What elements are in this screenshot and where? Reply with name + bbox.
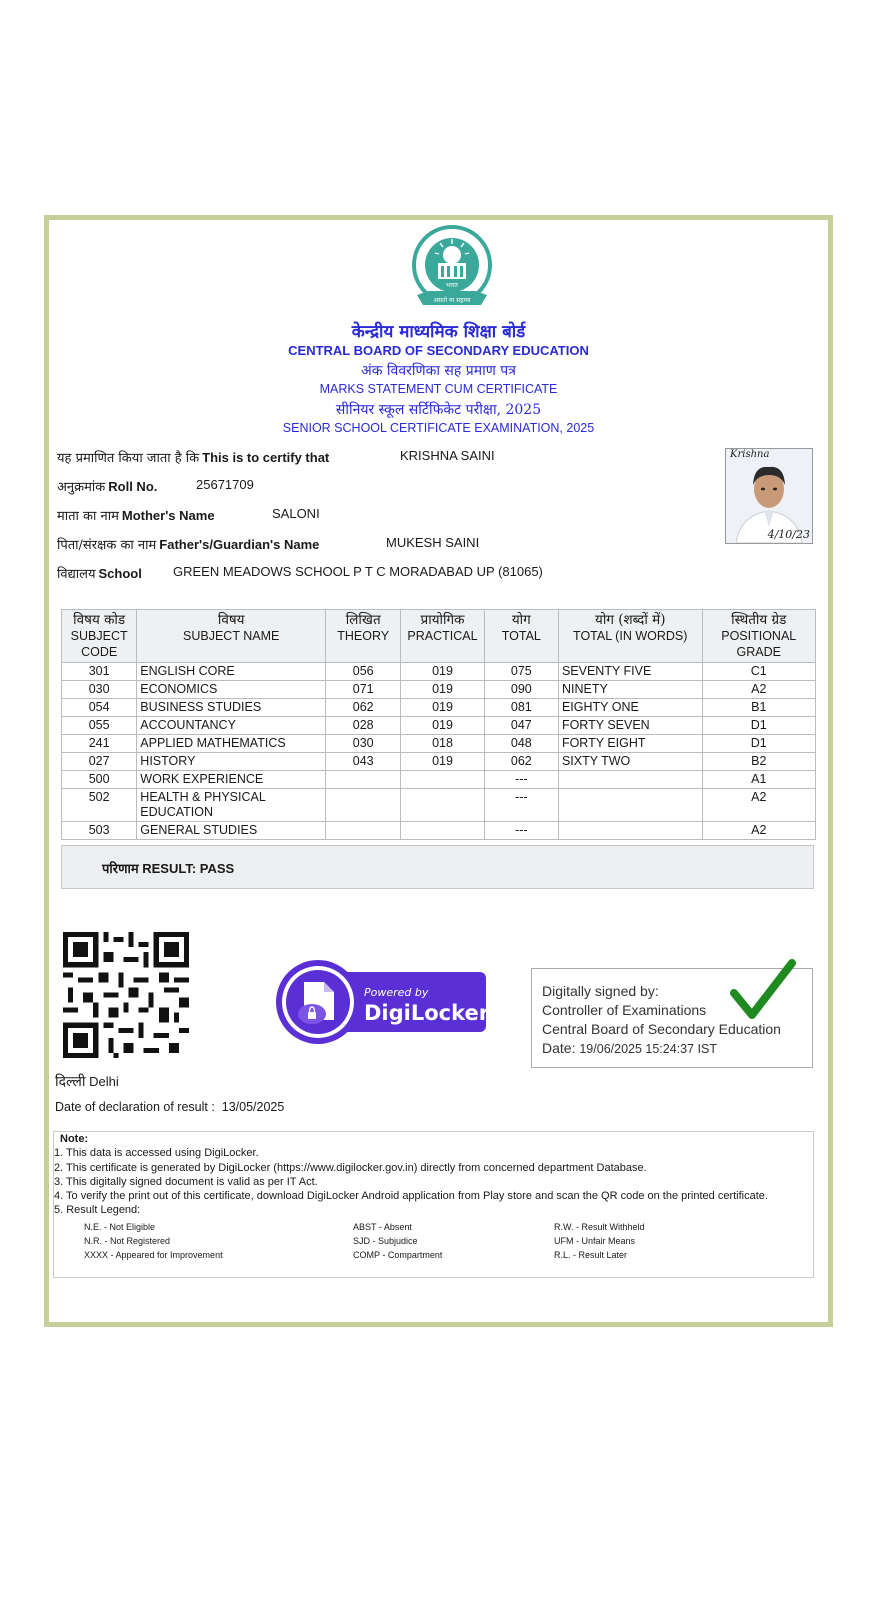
qr-code-icon: [63, 932, 189, 1058]
certify-row: यह प्रमाणित किया जाता है कि This is to certify that KRISHNA SAINI: [57, 448, 495, 466]
result-value: PASS: [199, 861, 235, 876]
doc-title-english: MARKS STATEMENT CUM CERTIFICATE: [319, 382, 558, 396]
declaration-date: Date of declaration of result : 13/05/2025: [55, 1100, 285, 1114]
father-name: MUKESH SAINI: [386, 535, 480, 550]
roll-row: अनुक्रमांक Roll No. 25671709: [57, 477, 254, 495]
table-row: 502 HEALTH & PHYSICAL EDUCATION --- A2: [62, 789, 816, 822]
result-box: [61, 845, 814, 889]
note-item: 1. This data is accessed using DigiLocker.: [54, 1147, 259, 1160]
marks-table: [61, 609, 816, 840]
cbse-logo: [409, 225, 495, 319]
digilocker-badge: [276, 958, 490, 1046]
header-theory: लिखित THEORY: [326, 610, 401, 663]
table-row: 055 ACCOUNTANCY 028 019 047 FORTY SEVEN D1: [62, 717, 816, 735]
svg-text:भारत: भारत: [446, 282, 458, 289]
board-name-english: CENTRAL BOARD OF SECONDARY EDUCATION: [288, 343, 589, 358]
note-title: Note:: [60, 1133, 89, 1145]
table-row: 503 GENERAL STUDIES --- A2: [62, 822, 816, 840]
photo-signature-date: 4/10/23: [767, 528, 810, 541]
header-practical: प्रायोगिक PRACTICAL: [401, 610, 484, 663]
header-subject-code: विषय कोड SUBJECT CODE: [62, 610, 137, 663]
header-grade: स्थितीय ग्रेड POSITIONAL GRADE: [702, 610, 815, 663]
student-photo: [725, 448, 813, 544]
certificate-frame: [44, 215, 833, 1327]
mother-row: माता का नाम Mother's Name SALONI: [57, 506, 320, 524]
note-box: Note: 1. This data is accessed using DigiLocker. 2. This certificate is generated by DigiLocker (https://www.digilocker.gov.in) directly from concerned department Database. 3. This digitally signed document is valid as per IT Act. 4. To verify the print out of this certificate, download DigiLocker Android application from Play store and scan the QR code on the printed certificate. 5. Result Legend: N.E. - Not Eligible N.R. - Not Registered XXXX - Appeared for Improvement ABST - Absent SJD - Subjudice COMP - Compartment R.W. - Result Withheld UFM - Unfair Means R.L. - Result Later: [53, 1131, 814, 1278]
note-item: 3. This digitally signed document is valid as per IT Act.: [54, 1175, 318, 1188]
table-row: 301 ENGLISH CORE 056 019 075 SEVENTY FIVE C1: [62, 663, 816, 681]
header-total: योग TOTAL: [484, 610, 558, 663]
place-of-issue: दिल्ली Delhi: [55, 1074, 119, 1090]
note-item: 2. This certificate is generated by DigiLocker (https://www.digilocker.gov.in) directly from concerned department Database.: [54, 1161, 647, 1174]
school-row: विद्यालय School GREEN MEADOWS SCHOOL P T C MORADABAD UP (81065): [57, 564, 543, 582]
photo-caption-top: Krishna: [730, 449, 770, 460]
note-item: 5. Result Legend:: [54, 1204, 141, 1217]
school-name: GREEN MEADOWS SCHOOL P T C MORADABAD UP (81065): [173, 564, 543, 579]
table-header-row: [62, 610, 816, 663]
father-row: पिता/संरक्षक का नाम Father's/Guardian's Name MUKESH SAINI: [57, 535, 480, 553]
header-total-words: योग (शब्दों में) TOTAL (IN WORDS): [558, 610, 702, 663]
table-row: 241 APPLIED MATHEMATICS 030 018 048 FORTY EIGHT D1: [62, 735, 816, 753]
svg-text:असतो मा सद्गमय: असतो मा सद्गमय: [433, 297, 471, 304]
student-name: KRISHNA SAINI: [400, 448, 495, 463]
powered-by-text: Powered by: [364, 986, 429, 999]
exam-title-english: SENIOR SCHOOL CERTIFICATE EXAMINATION, 2025: [282, 421, 595, 435]
checkmark-icon: [730, 959, 796, 1021]
table-row: 027 HISTORY 043 019 062 SIXTY TWO B2: [62, 753, 816, 771]
roll-number: 25671709: [196, 477, 254, 492]
digilocker-brand: DigiLocker: [364, 1001, 490, 1025]
result-text: परिणाम RESULT: PASS: [102, 861, 235, 877]
doc-title-hindi: अंक विवरणिका सह प्रमाण पत्र: [361, 363, 516, 379]
board-name-hindi: केन्द्रीय माध्यमिक शिक्षा बोर्ड: [351, 322, 526, 342]
table-row: 054 BUSINESS STUDIES 062 019 081 EIGHTY ONE B1: [62, 699, 816, 717]
signature-date: 19/06/2025 15:24:37 IST: [579, 1042, 717, 1056]
digital-signature-box: Digitally signed by: Controller of Examinations Central Board of Secondary Education Date: 19/06/2025 15:24:37 IST: [531, 968, 813, 1068]
table-row: 500 WORK EXPERIENCE --- A1: [62, 771, 816, 789]
note-item: 4. To verify the print out of this certificate, download DigiLocker Android application from Play store and scan the QR code on the printed certificate.: [54, 1190, 768, 1203]
exam-title-hindi: सीनियर स्कूल सर्टिफिकेट परीक्षा, 2025: [335, 402, 542, 418]
table-row: 030 ECONOMICS 071 019 090 NINETY A2: [62, 681, 816, 699]
header-subject-name: विषय SUBJECT NAME: [137, 610, 326, 663]
mother-name: SALONI: [272, 506, 320, 521]
